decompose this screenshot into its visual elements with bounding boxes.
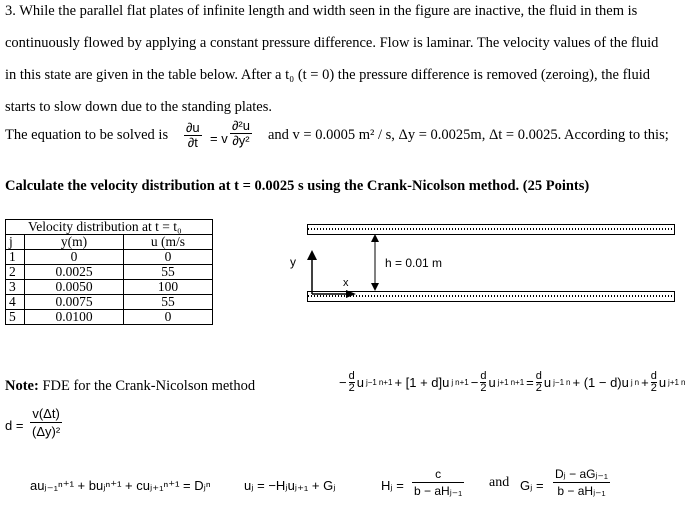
height-label: h = 0.01 m	[385, 256, 443, 270]
table-cell: 5	[6, 310, 25, 325]
table-cell: 1	[6, 250, 25, 265]
height-arrow-down-icon	[371, 283, 379, 291]
tridiagonal-equation: auⱼ₋₁ⁿ⁺¹ + buⱼⁿ⁺¹ + cuⱼ₊₁ⁿ⁺¹ = Dⱼⁿ	[30, 478, 211, 493]
table-cell: 0.0050	[25, 280, 124, 295]
equation-rhs-denominator: ∂y²	[232, 133, 250, 148]
d-definition-fraction	[30, 405, 62, 440]
crank-nicolson-fde: − d 2 u j−1 n+1 + [1 + d]u j n+1 − d 2 u j+1 n+1 = d 2 u j−1 n + (1 − d)u j n + d 2 u j+1 n	[339, 370, 686, 394]
note-label: Note:	[5, 378, 39, 394]
problem-line-4: starts to slow down due to the standing plates.	[5, 99, 273, 115]
equation-rhs-numerator: ∂²u	[232, 118, 250, 133]
table-cell: 0.0100	[25, 310, 124, 325]
table-header-y: y(m)	[25, 235, 124, 250]
table-row	[6, 250, 213, 265]
y-axis-label: y	[290, 255, 296, 269]
equation-lhs-denominator: ∂t	[187, 135, 198, 150]
table-cell: 4	[6, 295, 25, 310]
d-definition-lhs: d =	[5, 418, 24, 433]
problem-line-3: in this state are given in the table below. After a t₀ (t = 0) the pressure difference is removed (zeroing), the fluid	[5, 67, 650, 83]
table-row	[6, 280, 213, 295]
and-word: and	[489, 475, 510, 490]
g-lhs: Gⱼ =	[520, 478, 544, 493]
task-statement: Calculate the velocity distribution at t = 0.0025 s using the Crank-Nicolson method. (25 Points)	[5, 178, 590, 194]
h-fraction	[412, 466, 464, 499]
note-line	[5, 378, 255, 395]
g-denominator: b − aHⱼ₋₁	[557, 484, 606, 498]
table-cell: 2	[6, 265, 25, 280]
velocity-table	[5, 219, 213, 325]
equation-lhs-numerator: ∂u	[186, 120, 200, 135]
y-axis-arrow-icon	[307, 250, 317, 260]
note-text: FDE for the Crank-Nicolson method	[42, 378, 256, 394]
table-cell: 0	[124, 310, 213, 325]
table-header-j: j	[6, 235, 25, 250]
table-header-row	[6, 235, 213, 250]
table-cell: 0	[25, 250, 124, 265]
d-denominator: (Δy)²	[32, 424, 61, 439]
table-cell: 100	[124, 280, 213, 295]
equation-prefix: The equation to be solved is	[5, 127, 169, 143]
table-row	[6, 295, 213, 310]
table-caption: Velocity distribution at t = t₀	[6, 220, 213, 235]
table-row	[6, 265, 213, 280]
h-denominator: b − aHⱼ₋₁	[414, 484, 463, 498]
x-axis-arrow-icon	[346, 290, 356, 298]
d-numerator: v(Δt)	[32, 406, 60, 421]
equation-lhs-fraction	[184, 121, 202, 150]
table-cell: 0.0075	[25, 295, 124, 310]
table-header-u: u (m/s	[124, 235, 213, 250]
h-numerator: c	[435, 467, 442, 481]
g-numerator: Dⱼ − aGⱼ₋₁	[555, 467, 608, 481]
problem-line-1: 3. While the parallel flat plates of infinite length and width seen in the figure are inactive, the fluid in them is	[5, 3, 638, 19]
height-arrow-up-icon	[371, 234, 379, 242]
table-cell: 0.0025	[25, 265, 124, 280]
equation-suffix: and v = 0.0005 m² / s, Δy = 0.0025m, Δt = 0.0025. According to this;	[268, 127, 669, 143]
table-cell: 3	[6, 280, 25, 295]
table-cell: 55	[124, 265, 213, 280]
table-cell: 55	[124, 295, 213, 310]
h-lhs: Hⱼ =	[381, 478, 404, 493]
equation-equals-nu: = v	[210, 131, 228, 146]
g-fraction	[553, 466, 610, 499]
table-cell: 0	[124, 250, 213, 265]
equation-rhs-fraction	[230, 119, 252, 148]
table-row	[6, 310, 213, 325]
back-substitution-equation: uⱼ = −Hⱼuⱼ₊₁ + Gⱼ	[244, 478, 336, 493]
x-axis-label: x	[343, 277, 349, 289]
problem-line-2: continuously flowed by applying a constant pressure difference. Flow is laminar. The velocity values of the fluid	[5, 35, 659, 51]
